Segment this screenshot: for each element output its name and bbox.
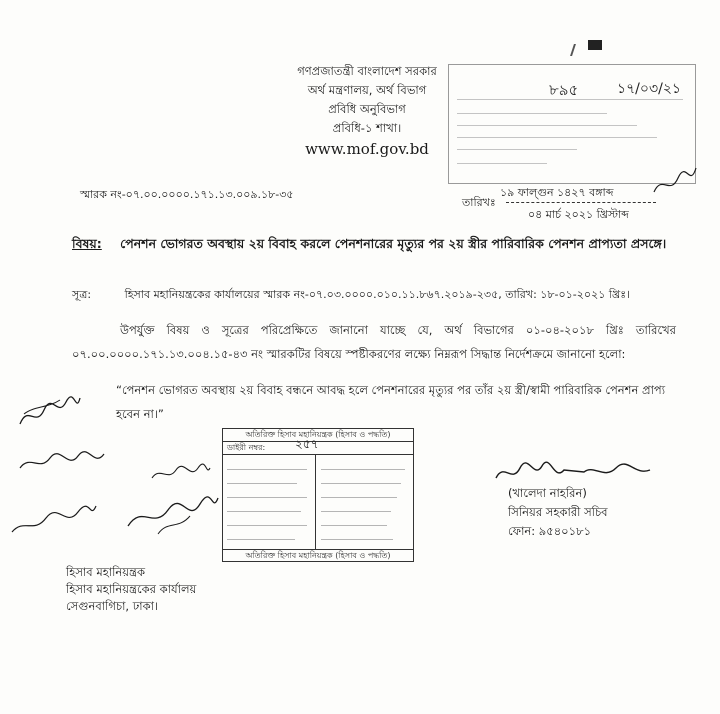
stamp-line bbox=[227, 483, 297, 484]
stamp-column-divider bbox=[315, 455, 316, 549]
memo-number: স্মারক নং-০৭.০০.০০০০.১৭১.১৩.০০৯.১৮-৩৫ bbox=[80, 188, 294, 201]
recipient-address: সেগুনবাগিচা, ঢাকা। bbox=[66, 599, 159, 613]
tick-mark bbox=[570, 44, 582, 56]
stamp-line bbox=[227, 469, 307, 470]
stamp-line bbox=[321, 483, 401, 484]
signature-scribble bbox=[494, 458, 654, 486]
diary-number: ২৫৭ bbox=[295, 437, 319, 451]
reference-text: হিসাব মহানিয়ন্ত্রকের কার্যালয়ের স্মারক নং-০৭.০৩.০০০০.০১০.১১.৮৬৭.২০১৯-২৩৫, তারিখ: ১৮-০১-২০২১ খ্রিঃ। bbox=[124, 288, 630, 301]
ministry-name: অর্থ মন্ত্রণালয়, অর্থ বিভাগ bbox=[307, 83, 427, 97]
receipt-entry-date: ১৭/০৩/২১ bbox=[617, 81, 682, 97]
signatory-block bbox=[508, 484, 658, 541]
stamp-line bbox=[227, 511, 301, 512]
subject-text: পেনশন ভোগরত অবস্থায় ২য় বিবাহ করলে পেনশনারের মৃত্যুর পর ২য় স্ত্রীর পারিবারিক পেনশন প্রাপ্যতা প্রসঙ্গে। bbox=[120, 236, 667, 251]
stamp-line bbox=[321, 539, 393, 540]
date-divider bbox=[506, 202, 656, 203]
diary-row bbox=[223, 437, 413, 455]
english-date: ০৪ মার্চ ২০২১ খ্রিস্টাব্দ bbox=[528, 208, 629, 221]
signatory-name: (খালেদা নাহরিন) bbox=[508, 486, 587, 500]
margin-initials-4 bbox=[124, 490, 220, 538]
receipt-entry-number: ৮৯৫ bbox=[549, 81, 579, 99]
stamp-line bbox=[227, 525, 307, 526]
recipient-office: হিসাব মহানিয়ন্ত্রকের কার্যালয় bbox=[66, 582, 197, 596]
stamp-line bbox=[321, 497, 397, 498]
letterhead bbox=[262, 62, 472, 159]
corner-badge bbox=[588, 40, 652, 56]
routing-stamp bbox=[222, 428, 414, 562]
margin-initials-6 bbox=[650, 160, 700, 200]
subject-line bbox=[72, 236, 666, 256]
stamp-line bbox=[321, 525, 387, 526]
margin-initials-1 bbox=[14, 384, 84, 434]
diary-label: ডাইরী নম্বর: bbox=[227, 443, 266, 452]
stamp-line bbox=[457, 125, 637, 126]
wing-name: প্রবিধি অনুবিভাগ bbox=[328, 102, 406, 116]
stamp-line bbox=[227, 539, 295, 540]
govt-name: গণপ্রজাতন্ত্রী বাংলাদেশ সরকার bbox=[297, 64, 437, 78]
recipient-title: হিসাব মহানিয়ন্ত্রক bbox=[66, 565, 146, 579]
margin-initials-5 bbox=[150, 462, 212, 484]
recipient-block bbox=[66, 564, 196, 615]
stamp-line bbox=[321, 511, 391, 512]
body-paragraph: উপর্যুক্ত বিষয় ও সূত্রের পরিপ্রেক্ষিতে জানানো যাচ্ছে যে, অর্থ বিভাগের ০১-০৪-২০১৮ খ্রিঃ তারিখের ০৭.০০.০০০০.১৭১.১৩.০০৪.১৫-৪৩ নং স্মারকটির বিষয়ে স্পষ্টীকরণের লক্ষ্যে নিম্নরূপ সিদ্ধান্ত নির্দেশক্রমে জানানো হলো: bbox=[72, 323, 676, 361]
stamp-line bbox=[457, 113, 607, 114]
subject-label: বিষয়: bbox=[72, 236, 102, 251]
stamp-line bbox=[457, 137, 657, 138]
stamp-line bbox=[457, 149, 577, 150]
margin-initials-3 bbox=[8, 496, 98, 540]
routing-stamp-footer: অতিরিক্ত হিসাব মহানিয়ন্ত্রক (হিসাব ও পদ্ধতি) bbox=[223, 549, 413, 562]
signatory-phone: ফোন: ৯৫৪০১৮১ bbox=[508, 524, 592, 538]
decision-quote: “পেনশন ভোগরত অবস্থায় ২য় বিবাহ বন্ধনে আবদ্ধ হলে পেনশনারের মৃত্যুর পর তাঁর ২য় স্ত্রী/স্বামী পারিবারিক পেনশন প্রাপ্য হবেন না।” bbox=[116, 383, 666, 421]
reference-line bbox=[72, 286, 630, 305]
badge-block-icon bbox=[588, 40, 602, 50]
stamp-line bbox=[321, 469, 405, 470]
signatory-designation: সিনিয়র সহকারী সচিব bbox=[508, 505, 608, 519]
margin-initials-2 bbox=[16, 446, 108, 476]
date-label: তারিখঃ bbox=[462, 196, 496, 209]
stamp-line bbox=[457, 163, 547, 164]
routing-stamp-header: অতিরিক্ত হিসাব মহানিয়ন্ত্রক (হিসাব ও পদ্ধতি) bbox=[223, 429, 413, 442]
stamp-line bbox=[227, 497, 307, 498]
website-link[interactable]: www.mof.gov.bd bbox=[305, 140, 429, 158]
branch-name: প্রবিধি-১ শাখা। bbox=[332, 121, 402, 135]
reference-label: সূত্র: bbox=[72, 288, 92, 301]
bangla-date: ১৯ ফাল্গুন ১৪২৭ বঙ্গাব্দ bbox=[500, 186, 614, 199]
